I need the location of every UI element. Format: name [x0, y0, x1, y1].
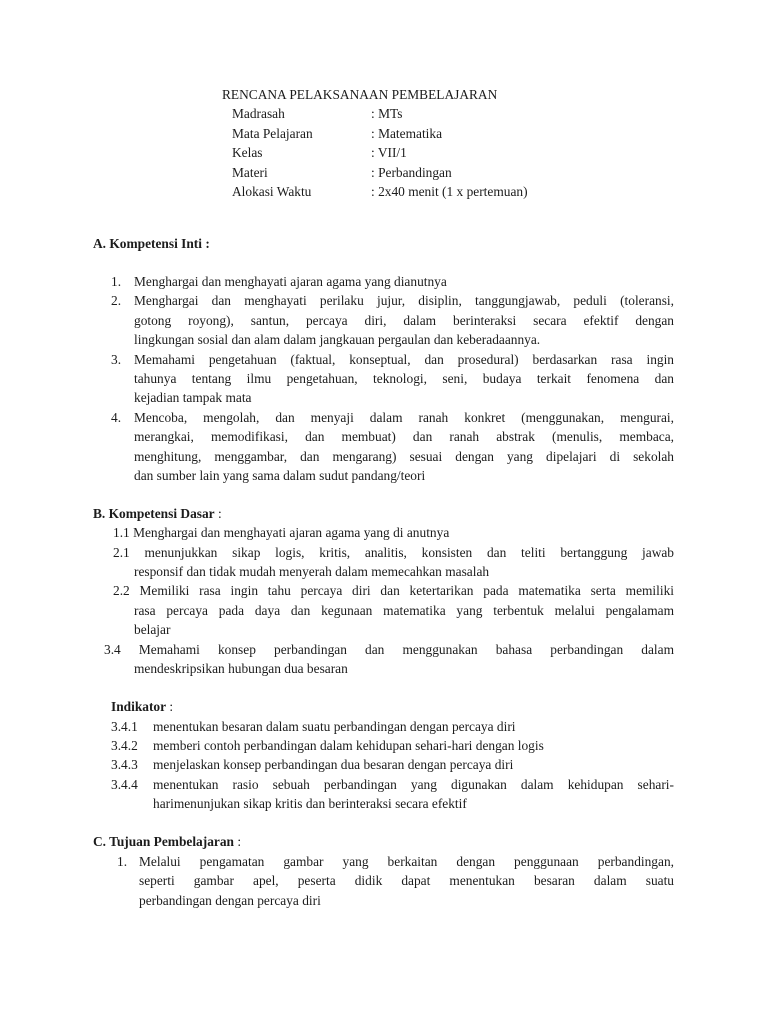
ki-line: lingkungan sosial dan alam dalam jangkauan pergaulan dan keberadaannya.	[134, 332, 541, 347]
ki-line: Menghargai dan menghayati ajaran agama yang dianutnya	[134, 274, 447, 289]
section-b-heading-colon: :	[214, 506, 222, 521]
section-c-heading-row	[93, 832, 241, 851]
kd-line: belajar	[134, 622, 171, 637]
ki-line: gotong royong), santun, percaya diri, dalam berinteraksi secara efektif dengan	[134, 313, 674, 328]
indikator-heading-colon: :	[166, 699, 174, 714]
kd-line: responsif dan tidak mudah menyerah dalam memecahkan masalah	[134, 564, 490, 579]
section-b-heading: B. Kompetensi Dasar	[93, 506, 215, 521]
field-label-kelas: Kelas	[232, 145, 263, 160]
ki-line: menghitung, menggambar, dan mengarang) sesuai dengan yang dipelajari di sekolah	[134, 449, 674, 464]
field-label-madrasah: Madrasah	[232, 106, 285, 121]
indikator-number: 3.4.4	[111, 777, 138, 792]
document-title: RENCANA PELAKSANAAN PEMBELAJARAN	[222, 87, 498, 102]
section-b-heading-row	[93, 504, 222, 523]
field-label-materi: Materi	[232, 165, 268, 180]
kd-line: 2.2 Memiliki rasa ingin tahu percaya diri dan ketertarikan pada matematika serta memiliki	[113, 583, 674, 598]
indikator-heading-row	[111, 697, 173, 716]
field-value-madrasah: : MTs	[371, 106, 403, 121]
section-c-heading-colon: :	[234, 834, 242, 849]
kd-line: 2.1 menunjukkan sikap logis, kritis, analitis, konsisten dan teliti bertanggung jawab	[113, 545, 674, 560]
ki-number: 3.	[111, 352, 122, 367]
tujuan-line: seperti gambar apel, peserta didik dapat menentukan besaran dalam suatu	[139, 873, 674, 888]
kd-line: mendeskripsikan hubungan dua besaran	[134, 661, 348, 676]
ki-number: 4.	[111, 410, 122, 425]
kd-line: rasa percaya pada daya dan kegunaan matematika yang terbentuk melalui pengalamam	[134, 603, 674, 618]
field-value-mata-pelajaran: : Matematika	[371, 126, 443, 141]
ki-line: Menghargai dan menghayati perilaku jujur, disiplin, tanggungjawab, peduli (toleransi,	[134, 293, 674, 308]
section-a-heading: A. Kompetensi Inti :	[93, 236, 210, 251]
tujuan-number: 1.	[117, 854, 128, 869]
indikator-number: 3.4.2	[111, 738, 138, 753]
field-value-materi: : Perbandingan	[371, 165, 452, 180]
ki-number: 2.	[111, 293, 122, 308]
section-c-heading: C. Tujuan Pembelajaran	[93, 834, 234, 849]
field-label-alokasi-waktu: Alokasi Waktu	[232, 184, 312, 199]
field-value-alokasi-waktu: : 2x40 menit (1 x pertemuan)	[371, 184, 528, 199]
ki-line: merangkai, memodifikasi, dan membuat) dan ranah abstrak (menulis, membaca,	[134, 429, 674, 444]
ki-line: dan sumber lain yang sama dalam sudut pandang/teori	[134, 468, 426, 483]
field-value-kelas: : VII/1	[371, 145, 407, 160]
tujuan-line: perbandingan dengan percaya diri	[139, 893, 321, 908]
indikator-line: memberi contoh perbandingan dalam kehidupan sehari-hari dengan logis	[153, 738, 544, 753]
ki-line: kejadian tampak mata	[134, 390, 252, 405]
indikator-line: harimenunjukan sikap kritis dan berinteraksi secara efektif	[153, 796, 467, 811]
ki-line: tahunya tentang ilmu pengetahuan, teknologi, seni, budaya terkait fenomena dan	[134, 371, 674, 386]
indikator-line: menjelaskan konsep perbandingan dua besaran dengan percaya diri	[153, 757, 514, 772]
indikator-number: 3.4.3	[111, 757, 138, 772]
indikator-heading: Indikator	[111, 699, 167, 714]
indikator-number: 3.4.1	[111, 719, 138, 734]
indikator-line: menentukan besaran dalam suatu perbandingan dengan percaya diri	[153, 719, 516, 734]
field-label-mata-pelajaran: Mata Pelajaran	[232, 126, 313, 141]
ki-number: 1.	[111, 274, 122, 289]
tujuan-line: Melalui pengamatan gambar yang berkaitan dengan penggunaan perbandingan,	[139, 854, 674, 869]
kd-line: 1.1 Menghargai dan menghayati ajaran agama yang di anutnya	[113, 525, 450, 540]
kd-line: 3.4 Memahami konsep perbandingan dan menggunakan bahasa perbandingan dalam	[104, 642, 674, 657]
indikator-line: menentukan rasio sebuah perbandingan yang digunakan dalam kehidupan sehari-	[153, 777, 674, 792]
ki-line: Mencoba, mengolah, dan menyaji dalam ranah konkret (menggunakan, mengurai,	[134, 410, 674, 425]
ki-line: Memahami pengetahuan (faktual, konseptual, dan prosedural) berdasarkan rasa ingin	[134, 352, 674, 367]
